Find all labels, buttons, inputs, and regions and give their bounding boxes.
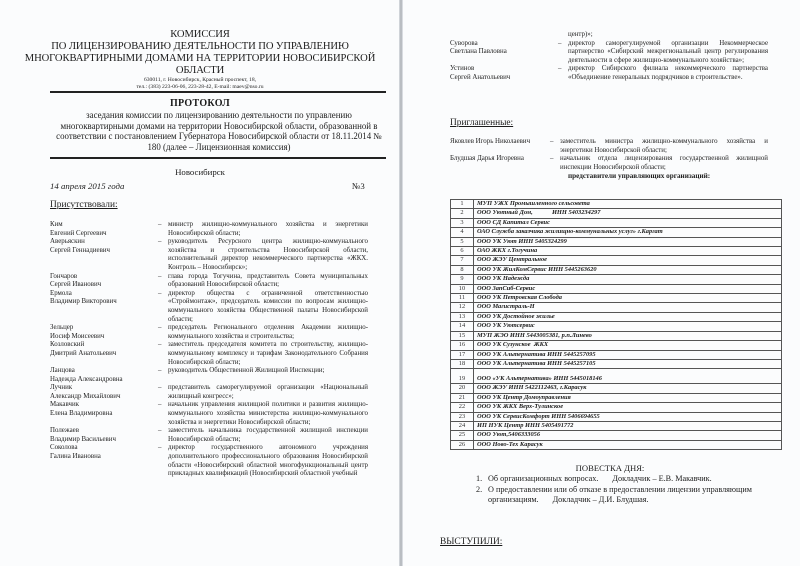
protocol-title: ПРОТОКОЛ: [169, 98, 231, 109]
organization-row: [451, 369, 782, 384]
member-role: начальник отдела лицензирования государственной жилищной инспекции Новосибирской области;: [560, 155, 768, 171]
organization-name: ООО Ново-Тех Карасук: [474, 440, 782, 449]
header-contacts: тел.: (383) 223-06-06, 223-28-42, E-mail: maev@nso.ru: [136, 84, 264, 90]
organization-row: [451, 412, 782, 421]
organization-row: [451, 322, 782, 331]
member-row: [50, 427, 368, 444]
organization-row: [451, 350, 782, 359]
member-role: представитель саморегулируемой организации «Национальный жилищный конгресс»;: [168, 384, 368, 400]
dash-separator: –: [158, 341, 162, 349]
member-name: Макавчик Елена Владимировна: [50, 401, 113, 418]
organization-number: 9: [451, 275, 474, 284]
member-name: Ланцова Надежда Александровна: [50, 367, 123, 383]
organization-number: 21: [451, 393, 474, 402]
organization-row: [451, 275, 782, 284]
organization-number: 5: [451, 237, 474, 246]
organization-number: 14: [451, 322, 474, 331]
dash-separator: –: [158, 427, 162, 435]
organization-number: 6: [451, 247, 474, 256]
organization-name: ОАО ЖКХ г.Тогучина: [474, 247, 782, 256]
organization-number: 1: [451, 200, 474, 209]
organization-name: ООО УК Уют ИНН 5405324299: [474, 237, 782, 246]
member-row: [50, 273, 368, 290]
organization-row: [451, 331, 782, 340]
member-role: директор саморегулируемой организации Некоммерческое партнерство «Сибирский межрегиональный центр регулирования деятельности в сфере жилищно-коммунального хозяйства»;: [568, 39, 768, 64]
member-row: [50, 290, 368, 324]
member-role: руководитель Общественной Жилищной Инспекции;: [168, 367, 325, 375]
member-role: руководитель Ресурсного центра жилищно-коммунального хозяйства и строительства Новосибирской области, исполнительный директор некоммерческого партнерства «ЖКХ. Контроль – Новосибирск»;: [168, 238, 368, 271]
member-row: [50, 444, 368, 478]
organization-name: ООО СД Капитал Сервис: [474, 218, 782, 227]
organization-row: [451, 403, 782, 412]
organization-name: ООО «УК Альтернатива» ИНН 5445018146: [474, 369, 782, 384]
member-name: Устинов Сергей Анатольевич: [450, 65, 511, 81]
organizations-table: [450, 199, 782, 450]
agenda-index: 2.: [476, 484, 483, 494]
protocol-date: 14 апреля 2015 года: [50, 181, 125, 191]
member-name: Козловский Дмитрий Анатольевич: [50, 341, 117, 357]
dash-separator: –: [558, 39, 562, 47]
header-line-4: ОБЛАСТИ: [175, 65, 225, 76]
organization-name: МУП УЖХ Промышленного сельсовета: [474, 200, 782, 209]
organization-number: 25: [451, 431, 474, 440]
member-row: [50, 367, 368, 384]
member-name: Суворова Светлана Павловна: [450, 39, 507, 56]
organization-name: ООО Уют,5406333056: [474, 431, 782, 440]
dash-separator: –: [158, 367, 162, 375]
dash-separator: –: [158, 444, 162, 452]
member-row: [50, 384, 368, 401]
protocol-city: Новосибирск: [175, 167, 225, 177]
dash-separator: –: [158, 221, 162, 228]
member-row: [450, 155, 768, 172]
member-row: [450, 65, 768, 82]
organization-number: 10: [451, 284, 474, 293]
agenda-item: [476, 474, 796, 485]
member-name: Гончаров Сергей Иванович: [50, 272, 102, 289]
organization-name: ООО УК Уютсервис: [474, 322, 782, 331]
member-name: Лучник Александр Михайлович: [50, 384, 121, 400]
member-row: [50, 238, 368, 272]
organization-name: ООО Магистраль-Н: [474, 303, 782, 312]
dash-separator: –: [158, 238, 162, 246]
agenda-text: Об организационных вопросах.: [488, 474, 599, 483]
dash-separator: –: [158, 401, 162, 409]
organization-number: 20: [451, 384, 474, 393]
organization-row: [451, 393, 782, 402]
agenda-text: О предоставлении или об отказе в предоставлении лицензии управляющим организациям.: [488, 484, 752, 505]
member-row: [450, 31, 768, 40]
organization-number: 8: [451, 265, 474, 274]
header-line-2: ПО ЛИЦЕНЗИРОВАНИЮ ДЕЯТЕЛЬНОСТИ ПО УПРАВЛЕНИЮ: [51, 41, 349, 52]
organization-name: ИП НУК Центр ИНН 5405491772: [474, 421, 782, 430]
agenda-list: [476, 474, 796, 506]
present-list: [50, 221, 368, 479]
member-row: [450, 40, 768, 66]
member-role: глава города Тогучина, представитель Совета муниципальных образований Новосибирской области;: [168, 272, 368, 289]
org-reps-label: представители управляющих организаций:: [568, 172, 711, 180]
member-name: Ермола Владимир Викторович: [50, 289, 117, 306]
member-role: заместитель начальника государственной жилищной инспекции Новосибирской области;: [168, 427, 368, 443]
agenda-body: [488, 474, 712, 485]
organization-row: [451, 218, 782, 227]
member-row: [50, 324, 368, 341]
organization-number: 3: [451, 218, 474, 227]
dash-separator: –: [550, 138, 554, 145]
organization-name: ООО УК ЖилКомСервис ИНН 5445263620: [474, 265, 782, 274]
dash-separator: –: [550, 155, 554, 163]
member-row: [50, 341, 368, 367]
organization-number: 15: [451, 331, 474, 340]
organization-name: ООО УК Альтернатива ИНН 5445257105: [474, 359, 782, 368]
organization-name: ООО УК Петровская Слобода: [474, 294, 782, 303]
organization-name: ООО ЖЭУ Центральное: [474, 256, 782, 265]
organization-number: 7: [451, 256, 474, 265]
organization-number: 13: [451, 312, 474, 321]
header-rule: [50, 91, 386, 93]
member-name: Зельцер Иосиф Моисеевич: [50, 324, 105, 340]
member-row: [450, 138, 768, 155]
organization-row: [451, 303, 782, 312]
organization-name: ООО УК Достойное жилье: [474, 312, 782, 321]
member-name: Соколова Галина Ивановна: [50, 444, 101, 461]
organization-row: [451, 247, 782, 256]
header-line-3: МНОГОКВАРТИРНЫМИ ДОМАМИ НА ТЕРРИТОРИИ НОВОСИБИРСКОЙ: [24, 53, 376, 64]
agenda-item: [476, 485, 796, 506]
organization-number: 4: [451, 228, 474, 237]
member-row: [50, 221, 368, 238]
organization-row: [451, 431, 782, 440]
agenda-body: [488, 485, 796, 506]
organization-name: ООО УК СервисКомфорт ИНН 5406694655: [474, 412, 782, 421]
protocol-subtitle: заседания комиссии по лицензированию деятельности по управлению многоквартирными домами на территории Новосибирской области, образованной в соответствии с постановлением Губернатора Новосибирской области от 18.11.2014 № 180 (далее – Лицензионная комиссия): [56, 110, 382, 152]
member-role: директор Сибирского филиала некоммерческого партнерства «Объединение генеральных подрядчиков в строительстве».: [568, 65, 768, 81]
member-name: Ким Евгений Сергеевич: [50, 221, 107, 237]
organization-row: [451, 312, 782, 321]
member-name: [450, 31, 558, 40]
agenda-speaker: Докладчик – Е.В. Макавчик.: [612, 474, 712, 483]
organization-name: ООО УК ЖКХ Верх-Тулинское: [474, 403, 782, 412]
organization-number: 11: [451, 294, 474, 303]
organization-name: ООО УК Сузунское ЖКХ: [474, 341, 782, 350]
member-role: центр)»;: [568, 31, 593, 38]
invited-heading: Приглашенные:: [450, 118, 514, 128]
organization-row: [451, 294, 782, 303]
organization-number: 23: [451, 412, 474, 421]
member-role: директор общества с ограниченной ответственностью «Строймонтаж», председатель комиссии по вопросам жилищно-коммунального хозяйства Общественной палаты Новосибирской области;: [168, 289, 368, 323]
present-heading: Присутствовали:: [50, 200, 118, 210]
organization-name: ООО ЗапСиб-Сервис: [474, 284, 782, 293]
agenda-speaker: Докладчик – Д.И. Блудшая.: [552, 495, 649, 505]
organization-name: ОАО Служба заказчика жилищно-коммунальных услуг» г.Каргат: [474, 228, 782, 237]
protocol-rule: [50, 157, 386, 159]
organization-row: [451, 359, 782, 368]
organization-number: 19: [451, 369, 474, 384]
organization-number: 12: [451, 303, 474, 312]
member-role: заместитель председателя комитета по строительству, жилищно-коммунальному комплексу и тарифам Законодательного Собрания Новосибирской области;: [168, 341, 368, 366]
organization-name: ООО Уютный Дом, ИНН 5403234297: [474, 209, 782, 218]
spoke-heading: ВЫСТУПИЛИ:: [440, 537, 503, 547]
member-name: Полежаев Владимир Васильевич: [50, 427, 116, 443]
dash-separator: –: [158, 272, 162, 280]
agenda-index: 1.: [476, 474, 483, 483]
organization-name: ООО УК Надежда: [474, 275, 782, 284]
organization-row: [451, 237, 782, 246]
member-name: Яковлев Игорь Николаевич: [450, 138, 531, 145]
organization-row: [451, 421, 782, 430]
protocol-number: №3: [352, 181, 365, 191]
organization-number: 18: [451, 359, 474, 368]
organization-name: ООО ЖЭУ ИНН 5422112463, г.Карасук: [474, 384, 782, 393]
invited-list: [450, 138, 768, 172]
dash-separator: –: [158, 289, 162, 297]
header-address: 630011, г. Новосибирск, Красный проспект, 18,: [143, 77, 257, 83]
member-role: начальник управления жилищной политики и развития жилищно-коммунального хозяйства министерства жилищно-коммунального хозяйства и энергетики Новосибирской области;: [168, 401, 368, 426]
organization-number: 17: [451, 350, 474, 359]
organization-row: [451, 265, 782, 274]
member-name: Блудшая Дарья Игоревна: [450, 155, 524, 163]
member-role: директор государственного автономного учреждения дополнительного профессионального образования Новосибирской области «Новосибирский областной многофункциональный центр прикладных квалификаций (Новосибирский областной учебный: [168, 444, 368, 478]
present-list-continued: [450, 31, 768, 83]
dash-separator: –: [158, 324, 162, 332]
organization-number: 16: [451, 341, 474, 350]
dash-separator: –: [158, 384, 162, 392]
agenda-title: ПОВЕСТКА ДНЯ:: [575, 463, 645, 473]
header-line-1: КОМИССИЯ: [170, 29, 230, 40]
member-row: [50, 401, 368, 427]
organization-name: ООО УК Центр Домоуправления: [474, 393, 782, 402]
organization-number: 2: [451, 209, 474, 218]
organization-row: [451, 284, 782, 293]
member-role: заместитель министра жилищно-коммунального хозяйства и энергетики Новосибирской области;: [560, 138, 768, 154]
organization-row: [451, 256, 782, 265]
member-role: министр жилищно-коммунального хозяйства и энергетики Новосибирской области;: [168, 221, 368, 237]
organization-row: [451, 200, 782, 209]
dash-separator: [558, 31, 568, 40]
organization-name: МУП ЖЭО ИНН 5443005381, р.п.Линево: [474, 331, 782, 340]
organization-row: [451, 209, 782, 218]
member-role: председатель Регионального отделения Академии жилищно-коммунального хозяйства и строительства;: [168, 324, 368, 340]
organization-name: ООО УК Альтернатива ИНН 5445257095: [474, 350, 782, 359]
member-name: Аверьяскин Сергей Геннадиевич: [50, 238, 110, 254]
organization-row: [451, 228, 782, 237]
organization-row: [451, 341, 782, 350]
organization-number: 26: [451, 440, 474, 449]
organization-row: [451, 384, 782, 393]
dash-separator: –: [558, 65, 562, 73]
organization-number: 22: [451, 403, 474, 412]
organization-number: 24: [451, 421, 474, 430]
organization-row: [451, 440, 782, 449]
